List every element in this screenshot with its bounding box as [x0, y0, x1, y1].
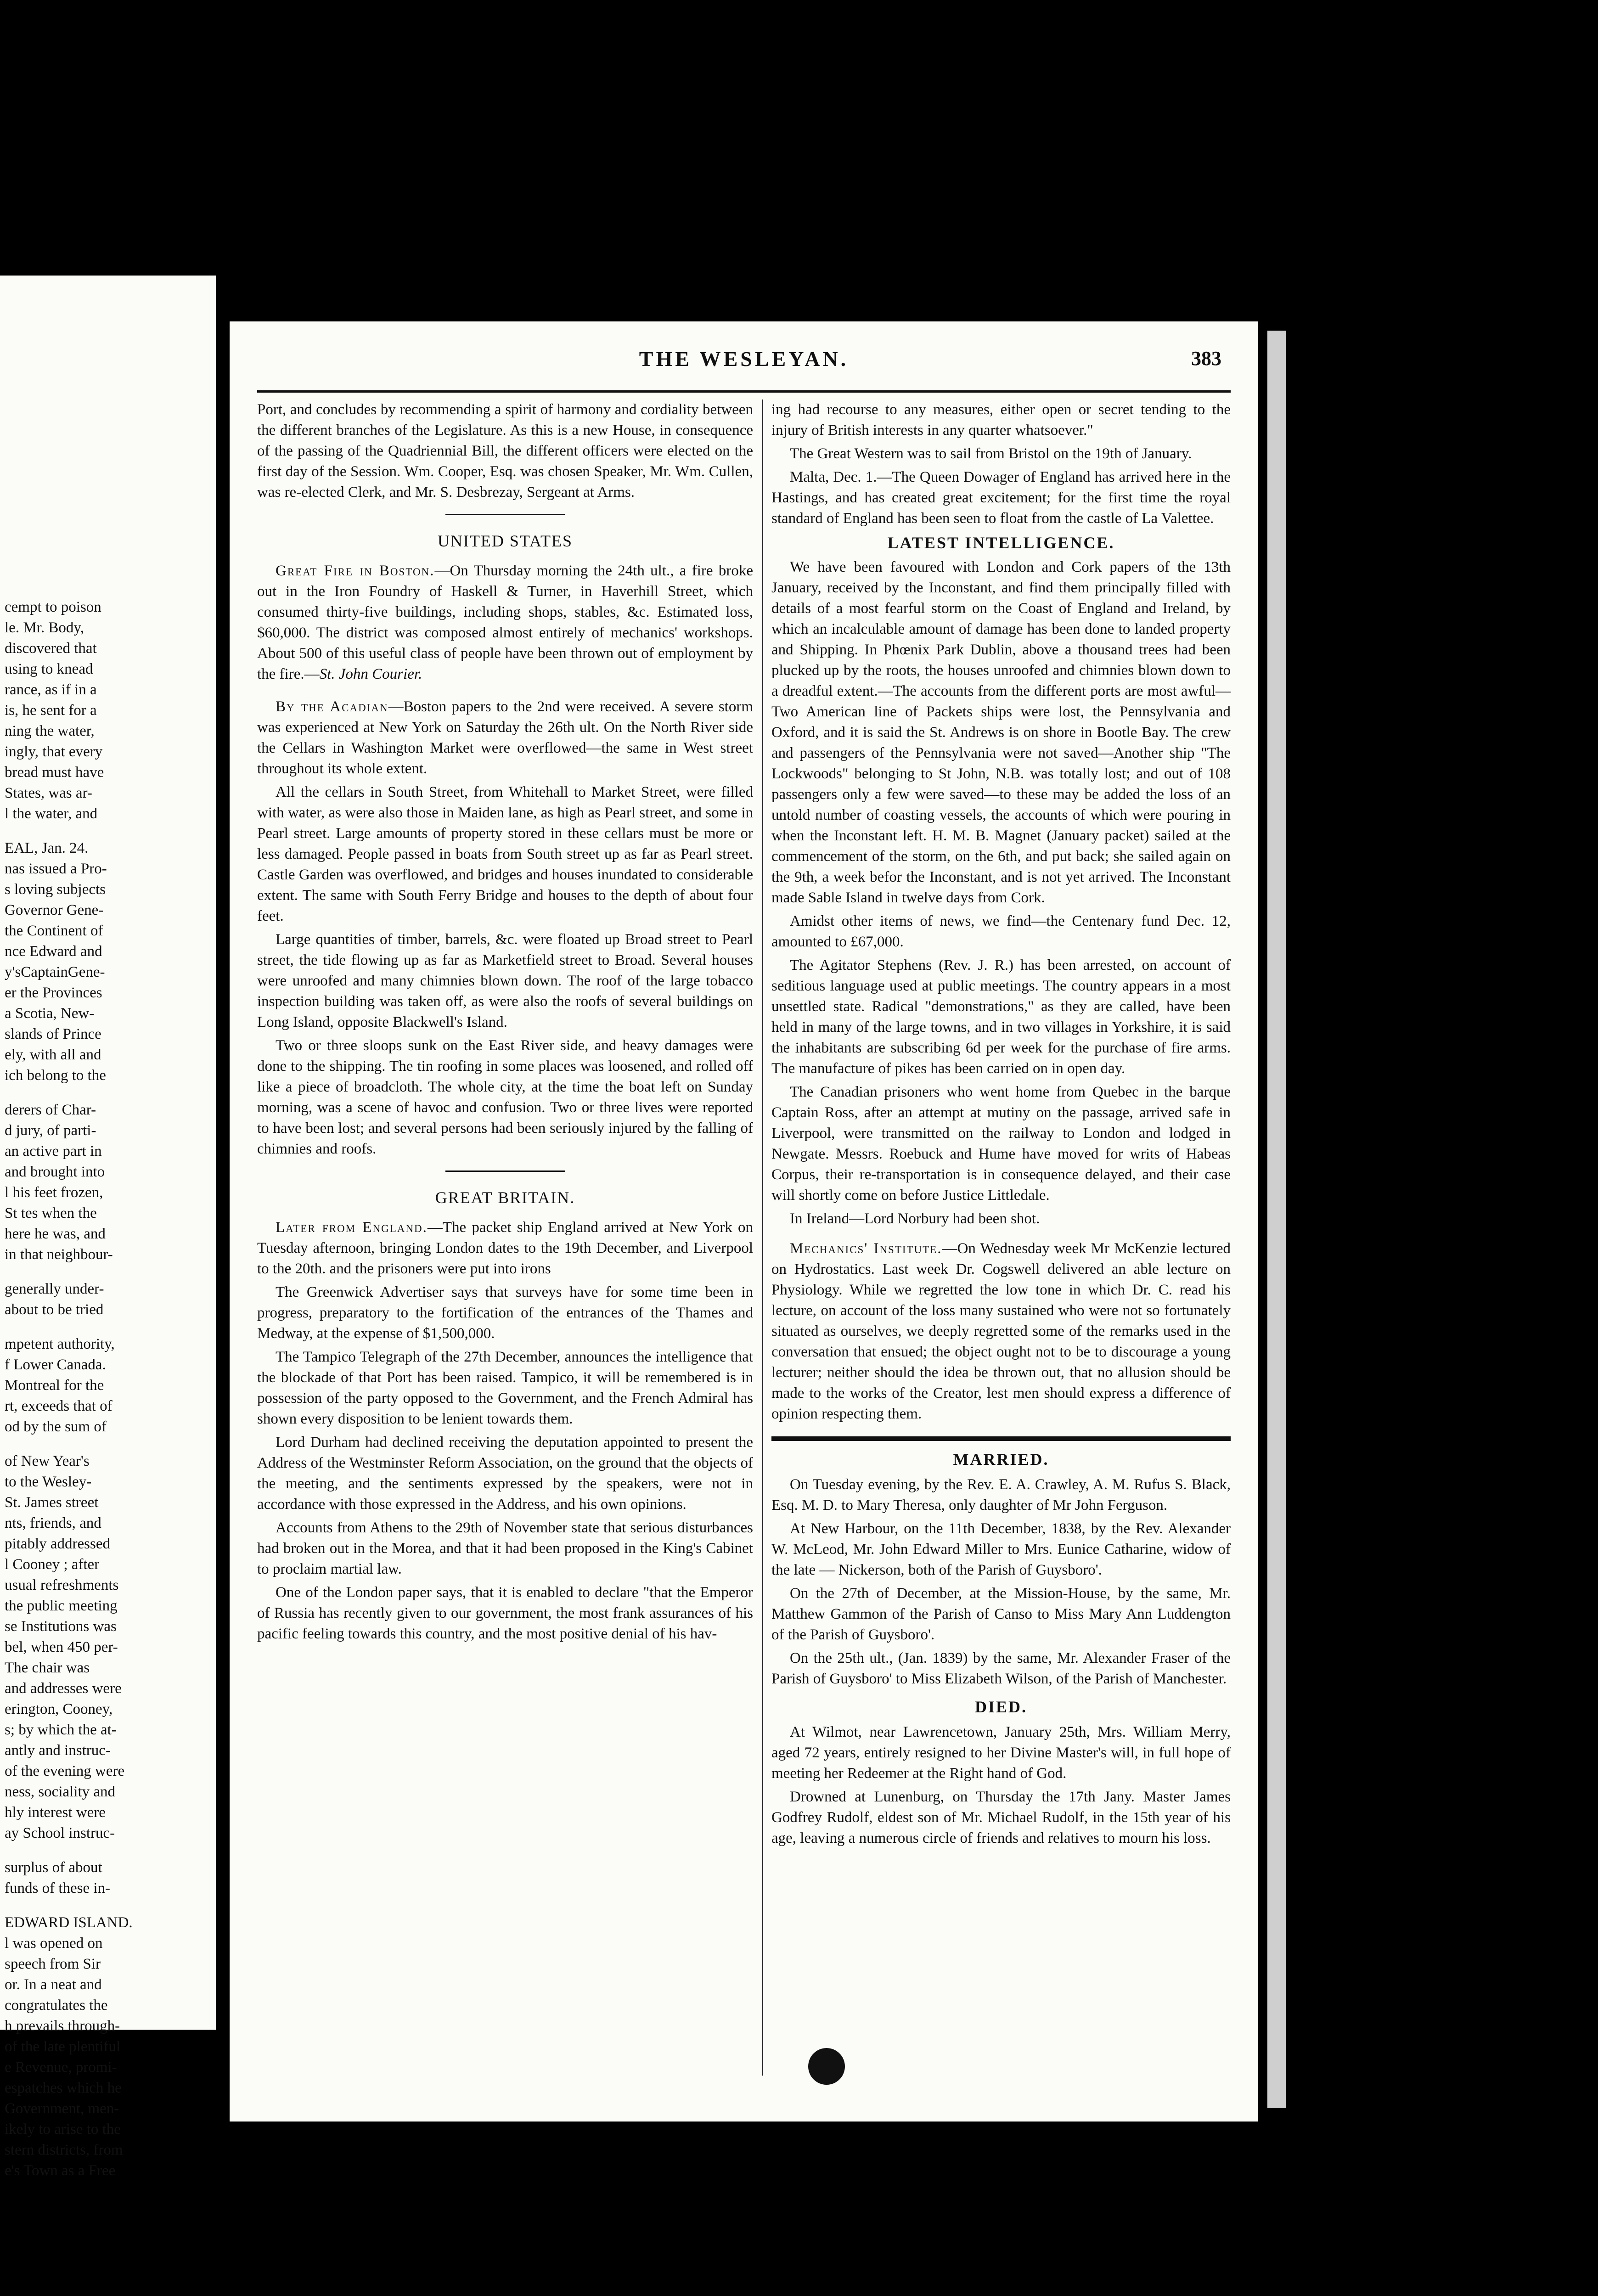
- facing-page-line: Government, men-: [5, 2100, 119, 2117]
- article-paragraph: Lord Durham had declined receiving the deputation appointed to present the Address of the Westminster Reform Association, on the ground that the objects of the meeting, and the sentiments expressed by the speakers, were not in accordance with those expressed in the Address, and his own opinions.: [257, 1434, 753, 1513]
- facing-page-line: a Scotia, New-: [5, 1005, 95, 1022]
- notice-paragraph: At New Harbour, on the 11th December, 1838, by the Rev. Alexander W. McLeod, Mr. John Edward Miller to Mrs. Eunice Catharine, widow of the late — Nickerson, both of the Parish of Guysboro'.: [771, 1520, 1231, 1578]
- facing-page-line: St tes when the: [5, 1205, 97, 1221]
- column-2: [771, 400, 1231, 1851]
- line-gap: [5, 1899, 207, 1913]
- notice-paragraph: At Wilmot, near Lawrencetown, January 25th, Mrs. William Merry, aged 72 years, entirely resigned to her Divine Master's will, in full hope of meeting her Redeemer at the Right hand of God.: [771, 1724, 1231, 1782]
- facing-page-line: of the evening were: [5, 1763, 125, 1779]
- facing-page-line: ely, with all and: [5, 1047, 101, 1063]
- facing-page-line: The chair was: [5, 1660, 90, 1676]
- facing-page-line: bel, when 450 per-: [5, 1639, 118, 1655]
- facing-page-line: s; by which the at-: [5, 1722, 117, 1738]
- page-number: 383: [1191, 347, 1221, 370]
- facing-page-line: and brought into: [5, 1164, 105, 1180]
- facing-page-fragment: [0, 276, 216, 2179]
- facing-page-line: ay School instruc-: [5, 1825, 115, 1841]
- article-paragraph: All the cellars in South Street, from Whitehall to Market Street, were filled with water, as were also those in Maiden lane, as high as Pearl street, and some in Pearl street. Large amounts of property stored in these cellars must be more or less damaged. People passed in boats from South street up as far as Pearl street. Castle Garden was overflowed, and bridges and houses inundated to considerable extent. The same with South Ferry Bridge and houses to the depth of about four feet.: [257, 784, 753, 924]
- facing-page-line: cempt to poison: [5, 599, 101, 615]
- facing-page-line: funds of these in-: [5, 1880, 111, 1896]
- article-paragraph: The Great Western was to sail from Bristol on the 19th of January.: [790, 445, 1192, 462]
- facing-page-line: stern districts, from: [5, 2142, 123, 2158]
- article-paragraph: By the Acadian—Boston papers to the 2nd were received. A severe storm was experienced at New York on Saturday the 26th ult. On the North River side the Cellars in Washington Market were overflowed—the same in West street throughout its whole extent.: [257, 698, 754, 777]
- facing-page-line: ness, sociality and: [5, 1784, 116, 1800]
- facing-page-line: surplus of about: [5, 1859, 102, 1876]
- facing-page-line: Governor Gene-: [5, 902, 104, 918]
- article-paragraph: Port, and concludes by recommending a spirit of harmony and cordiality between the different branches of the Legislature. As this is a new House, in consequence of the passing of the Quadriennial Bill, the different officers were elected on the first day of the Session. Wm. Cooper, Esq. was chosen Speaker, Mr. Wm. Cullen, was re-elected Clerk, and Mr. S. Desbrezay, Sergeant at Arms.: [257, 401, 753, 501]
- facing-page-line: d jury, of parti-: [5, 1122, 96, 1139]
- facing-page-line: the public meeting: [5, 1598, 118, 1614]
- facing-page-line: l was opened on: [5, 1935, 103, 1952]
- facing-page-line: l the water, and: [5, 805, 98, 822]
- facing-page-line: nts, friends, and: [5, 1515, 101, 1531]
- section-rule: [445, 514, 565, 515]
- facing-page-line: Montreal for the: [5, 1377, 104, 1394]
- facing-page-line: hly interest were: [5, 1804, 106, 1821]
- facing-page-line: l his feet frozen,: [5, 1184, 103, 1201]
- facing-page-line: f Lower Canada.: [5, 1356, 106, 1373]
- facing-page-line: s loving subjects: [5, 881, 106, 898]
- facing-page-line: to the Wesley-: [5, 1474, 92, 1490]
- facing-page-line: ikely to arise to the: [5, 2121, 121, 2138]
- article-paragraph: The Greenwick Advertiser says that surveys have for some time been in progress, preparatory to the fortification of the entrances of the Thames and Medway, at the expense of $1,500,000.: [257, 1284, 753, 1342]
- notice-paragraph: On Tuesday evening, by the Rev. E. A. Crawley, A. M. Rufus S. Black, Esq. M. D. to Mary Theresa, only daughter of Mr John Ferguson.: [771, 1476, 1231, 1514]
- section-heading-died: DIED.: [974, 1698, 1028, 1716]
- article-lead: By the Acadian: [276, 698, 388, 715]
- facing-page-line: erington, Cooney,: [5, 1701, 113, 1717]
- facing-page-line: le. Mr. Body,: [5, 619, 84, 636]
- article-paragraph: Accounts from Athens to the 29th of November state that serious disturbances had broken out in the Morea, and that it had been proposed in the King's Cabinet to proclaim martial law.: [257, 1519, 753, 1577]
- facing-page-line: bread must have: [5, 764, 104, 781]
- column-1: [257, 400, 753, 1647]
- column-divider: [762, 400, 763, 2076]
- facing-page-line: of New Year's: [5, 1453, 90, 1469]
- facing-page-line: e Revenue, promi-: [5, 2059, 117, 2076]
- section-heading-united-states: UNITED STATES: [437, 532, 573, 550]
- section-heading-great-britain: GREAT BRITAIN.: [435, 1188, 575, 1207]
- ink-blot: [808, 2048, 845, 2085]
- facing-page-line: the Continent of: [5, 923, 103, 939]
- facing-page-line: h prevails through-: [5, 2018, 120, 2034]
- section-heading-latest-intelligence: LATEST INTELLIGENCE.: [887, 534, 1115, 552]
- masthead-rule: [257, 390, 1231, 393]
- facing-page-line: antly and instruc-: [5, 1742, 111, 1759]
- facing-page-line: e's Town as a Free: [5, 2162, 116, 2179]
- facing-page-line: derers of Char-: [5, 1102, 96, 1118]
- facing-page-line: of the late plentiful: [5, 2038, 120, 2055]
- article-paragraph: Malta, Dec. 1.—The Queen Dowager of England has arrived here in the Hastings, and has created great excitement; for the first time the royal standard of England has been seen to float from the castle of La Valettee.: [771, 469, 1231, 527]
- facing-page-line: espatches which he: [5, 2080, 122, 2096]
- article-paragraph: The Agitator Stephens (Rev. J. R.) has been arrested, on account of seditious language used at public meetings. The country appears in a most unsettled state. Radical "demonstrations," as they are called, have been held in many of the large towns, and in two villages in Yorkshire, it is said the inhabitants are subscribing 6d per week for the purchase of fire arms. The manufacture of pikes has been carried on in open day.: [771, 957, 1231, 1077]
- facing-page-line: usual refreshments: [5, 1577, 119, 1593]
- facing-page-line: in that neighbour-: [5, 1246, 113, 1263]
- article-lead: Later from England.: [276, 1219, 428, 1236]
- notice-paragraph: On the 25th ult., (Jan. 1839) by the same, Mr. Alexander Fraser of the Parish of Guysboro' to Miss Elizabeth Wilson, of the Parish of Manchester.: [771, 1650, 1231, 1687]
- line-gap: [5, 1265, 207, 1279]
- facing-page-line: ingly, that every: [5, 743, 103, 760]
- facing-page-line: nas issued a Pro-: [5, 861, 107, 877]
- facing-page-line: using to knead: [5, 661, 93, 677]
- facing-page-line: rance, as if in a: [5, 681, 97, 698]
- facing-page-line: is, he sent for a: [5, 702, 97, 719]
- article-lead: Great Fire in Boston.: [276, 563, 435, 579]
- facing-page-line: an active part in: [5, 1143, 102, 1159]
- notice-paragraph: On the 27th of December, at the Mission-House, by the same, Mr. Matthew Gammon of the Parish of Canso to Miss Mary Ann Luddengton of the Parish of Guysboro'.: [771, 1585, 1231, 1643]
- facing-page-line: St. James street: [5, 1494, 99, 1511]
- article-paragraph: The Tampico Telegraph of the 27th December, announces the intelligence that the blockade of that Port has been raised. Tampico, it will be remembered is in possession of the party opposed to the Government, and the French Admiral has shown every disposition to be lenient towards them.: [257, 1349, 753, 1427]
- facing-page-line: or. In a neat and: [5, 1976, 102, 1993]
- facing-page-line: pitably addressed: [5, 1536, 111, 1552]
- facing-page-line: generally under-: [5, 1281, 104, 1297]
- section-rule-thick: [771, 1436, 1231, 1441]
- facing-page-line: l Cooney ; after: [5, 1556, 100, 1573]
- newspaper-page: [230, 321, 1258, 2122]
- facing-page-line: and addresses were: [5, 1680, 122, 1697]
- facing-page-line: States, was ar-: [5, 785, 92, 801]
- article-paragraph: Large quantities of timber, barrels, &c. were floated up Broad street to Pearl street, the tide flowing up as far as Marketfield street to Broad. Several houses were unroofed and many chimnies blown down. The roof of the large tobacco inspection building was taken off, as were also the roofs of several buildings on Long Island, opposite Blackwell's Island.: [257, 931, 753, 1030]
- facing-page-line: rt, exceeds that of: [5, 1398, 113, 1414]
- article-paragraph: Amidst other items of news, we find—the Centenary fund Dec. 12, amounted to £67,000.: [771, 913, 1231, 950]
- facing-page-line: od by the sum of: [5, 1418, 107, 1435]
- article-paragraph: One of the London paper says, that it is enabled to declare "that the Emperor of Russia has recently given to our government, the most frank assurances of his pacific feeling towards this country, and the most positive denial of his hav-: [257, 1584, 753, 1642]
- facing-page-line: speech from Sir: [5, 1956, 101, 1972]
- facing-page-line: about to be tried: [5, 1301, 104, 1318]
- article-lead: Mechanics' Institute.: [790, 1240, 942, 1257]
- facing-page-line: nce Edward and: [5, 943, 102, 960]
- facing-page-line: EDWARD ISLAND.: [5, 1914, 133, 1931]
- line-gap: [5, 824, 207, 838]
- section-rule: [445, 1171, 565, 1172]
- article-paragraph: We have been favoured with London and Cork papers of the 13th January, received by the Inconstant, and find them principally filled with details of a most fearful storm on the Coast of England and Ireland, by which an incalculable amount of damage has been done to landed property and Shipping. In Phœnix Park Dublin, above a thousand trees had been plucked up by the roots, the houses unroofed and chimnies blown down to a dreadful extent.—The accounts from the different ports are most awful—Two American line of Packets ships were lost, the Pennsylvania and Oxford, and it is said the St. Andrews is on shore in Bootle Bay. The crew and passengers of the Pennsylvania were not saved—Another ship "The Lockwoods" belonging to St John, N.B. was totally lost; and out of 108 passengers only a few were saved—to these may be added the loss of an untold number of coasting vessels, the accounts of which were pouring in when the Inconstant left. H. M. B. Magnet (January packet) sailed at the commencement of the storm, on the 6th, and put back; she sailed again on the 9th, a week befor the Inconstant, and is not yet arrived. The Inconstant made Sable Island in twelve days from Cork.: [771, 559, 1231, 906]
- facing-page-line: er the Provinces: [5, 985, 102, 1001]
- line-gap: [5, 1437, 207, 1451]
- line-gap: [5, 1320, 207, 1334]
- facing-page-line: ich belong to the: [5, 1067, 106, 1084]
- section-heading-married: MARRIED.: [953, 1450, 1049, 1469]
- article-paragraph: Mechanics' Institute.—On Wednesday week Mr McKenzie lectured on Hydrostatics. Last week Dr. Cogswell delivered an able lecture on Physiology. While we regretted the low tone in which Dr. C. read his lecture, on account of the loss many sustained who were not so fortunately situated as ourselves, we deeply regretted some of the remarks used in the conversation that ensued; the object ought not to be to discourage a young lecturer; neither should the idea be thrown out, that no allusion should be made to the works of the Creator, lest men should express a difference of opinion respecting them.: [771, 1240, 1231, 1422]
- notice-paragraph: Drowned at Lunenburg, on Thursday the 17th Jany. Master James Godfrey Rudolf, eldest son of Mr. Michael Rudolf, in the 15th year of his age, leaving a numerous circle of friends and relatives to mourn his loss.: [771, 1789, 1231, 1846]
- line-gap: [5, 1086, 207, 1100]
- facing-page-line: slands of Prince: [5, 1026, 101, 1042]
- facing-page-line: se Institutions was: [5, 1618, 117, 1635]
- masthead-title: THE WESLEYAN.: [639, 347, 849, 371]
- masthead: [257, 347, 1231, 388]
- article-source: St. John Courier.: [319, 666, 422, 682]
- article-paragraph: ing had recourse to any measures, either open or secret tending to the injury of British interests in any quarter whatsoever.": [771, 401, 1231, 439]
- facing-page-line: congratulates the: [5, 1997, 108, 2014]
- facing-page-line: ning the water,: [5, 723, 95, 739]
- facing-page-column: [5, 597, 207, 2181]
- article-paragraph: Two or three sloops sunk on the East River side, and heavy damages were done to the shipping. The tin roofing in some places was loosened, and rolled off like a piece of broadcloth. The whole city, at the time the boat left on Sunday morning, was a scene of havoc and confusion. Two or three lives were reported to have been lost; and several persons had been seriously injured by the falling of chimnies and roofs.: [257, 1037, 753, 1157]
- facing-page-line: y'sCaptainGene-: [5, 964, 105, 980]
- line-gap: [5, 1844, 207, 1857]
- article-paragraph: Later from England.—The packet ship England arrived at New York on Tuesday afternoon, bringing London dates to the 19th December, and Liverpool to the 20th. and the prisoners were put into irons: [257, 1219, 754, 1277]
- article-paragraph: Great Fire in Boston.—On Thursday morning the 24th ult., a fire broke out in the Iron Foundry of Haskell & Turner, in Haverhill Street, which consumed thirty-five buildings, including shops, stables, &c. Estimated loss, $60,000. The district was composed almost entirely of mechanics' workshops. About 500 of this useful class of people have been thrown out of employment by the fire.—St. John Courier.: [257, 563, 753, 682]
- facing-page-line: EAL, Jan. 24.: [5, 840, 89, 856]
- article-paragraph: In Ireland—Lord Norbury had been shot.: [790, 1210, 1040, 1227]
- page-edge: [1267, 331, 1286, 2108]
- facing-page-line: mpetent authority,: [5, 1336, 115, 1352]
- facing-page-line: discovered that: [5, 640, 97, 657]
- article-paragraph: The Canadian prisoners who went home from Quebec in the barque Captain Ross, after an attempt at mutiny on the passage, arrived safe in Liverpool, were transmitted on the railway to London and lodged in Newgate. Messrs. Roebuck and Hume have moved for writs of Habeas Corpus, their re-transportation is in consequence delayed, and their case will shortly come on before Justice Littledale.: [771, 1084, 1231, 1204]
- facing-page-line: here he was, and: [5, 1226, 106, 1242]
